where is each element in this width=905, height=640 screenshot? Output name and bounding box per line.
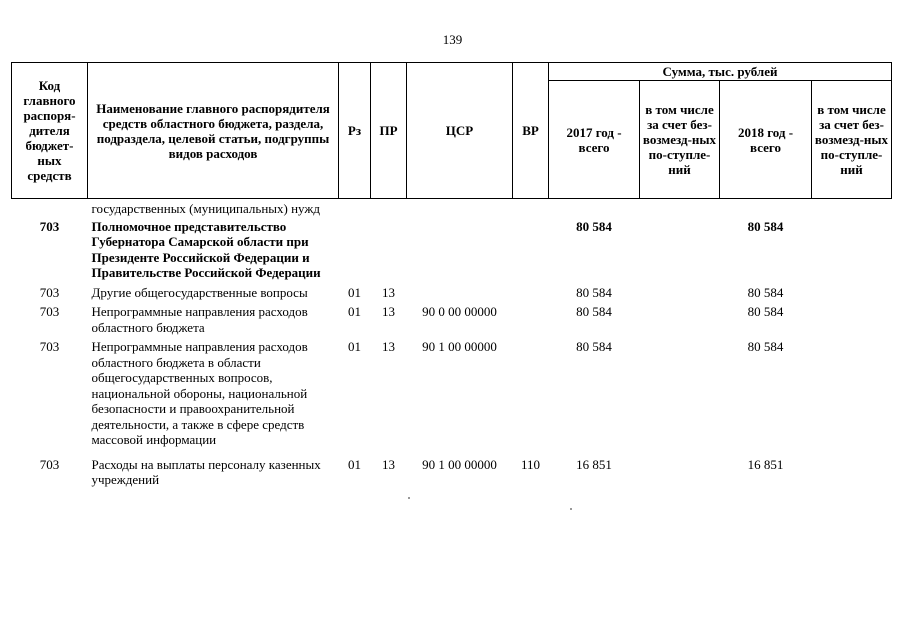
row-pr: 13 bbox=[382, 304, 395, 319]
row-2018-total: 80 584 bbox=[747, 284, 784, 300]
header-2017-free: в том числе за счет без-возмезд-ных по-ступле-ний bbox=[640, 81, 720, 199]
row-2017-total bbox=[549, 199, 640, 218]
row-2018-total: 80 584 bbox=[747, 304, 784, 319]
table-row bbox=[12, 199, 892, 218]
row-pr: 13 bbox=[382, 339, 395, 354]
row-2018-total: 80 584 bbox=[747, 218, 784, 234]
scan-speck bbox=[408, 497, 410, 499]
page-number: 139 bbox=[442, 32, 463, 47]
row-vr bbox=[513, 282, 549, 302]
row-2017-total: 16 851 bbox=[576, 456, 612, 472]
row-code: 703 bbox=[39, 284, 60, 300]
row-2017-free bbox=[640, 199, 720, 218]
header-2017-total: 2017 год - всего bbox=[549, 81, 640, 199]
row-rz: 01 bbox=[348, 339, 361, 354]
row-2017-total: 80 584 bbox=[576, 304, 612, 319]
row-rz bbox=[339, 199, 371, 218]
row-pr bbox=[371, 199, 407, 218]
row-rz: 01 bbox=[348, 456, 361, 472]
header-name: Наименование главного распорядителя средств областного бюджета, раздела, подраздела, целевой статьи, подгруппы видов расходов bbox=[88, 63, 339, 199]
row-vr: 110 bbox=[520, 456, 541, 472]
row-2017-total: 80 584 bbox=[576, 339, 612, 354]
row-2018-free bbox=[812, 199, 892, 218]
header-pr: ПР bbox=[371, 63, 407, 199]
header-csr: ЦСР bbox=[407, 63, 513, 199]
row-vr bbox=[513, 301, 549, 336]
table-row bbox=[12, 336, 892, 449]
row-pr: 13 bbox=[382, 456, 395, 472]
row-name: Непрограммные направления расходов областного бюджета в области общегосударственных вопросов, национальной обороны, национальной безопасности и правоохранительной деятельности, а также в сфере средств массовой информации bbox=[91, 339, 308, 447]
row-pr: 13 bbox=[382, 284, 395, 300]
row-code: 703 bbox=[39, 339, 60, 354]
row-name: Расходы на выплаты персоналу казенных учреждений bbox=[91, 456, 321, 487]
row-2018-total: 80 584 bbox=[747, 339, 784, 354]
row-csr bbox=[407, 282, 513, 302]
row-2018-free bbox=[812, 301, 892, 336]
header-sum-group: Сумма, тыс. рублей bbox=[549, 63, 892, 81]
row-2018-total bbox=[720, 199, 812, 218]
row-2018-total: 16 851 bbox=[747, 456, 784, 472]
row-code: 703 bbox=[39, 304, 60, 319]
header-2018-total: 2018 год - всего bbox=[720, 81, 812, 199]
row-2017-free bbox=[640, 449, 720, 489]
row-name: Полномочное представительство Губернатора Самарской области при Президенте Российской Федерации и Правительстве Российской Федерации bbox=[91, 218, 321, 280]
table-row bbox=[12, 301, 892, 336]
row-name: Непрограммные направления расходов областного бюджета bbox=[91, 304, 308, 335]
row-csr: 90 0 00 00000 bbox=[422, 304, 497, 319]
row-2018-free bbox=[812, 282, 892, 302]
row-2018-free bbox=[812, 336, 892, 449]
row-name: Другие общегосударственные вопросы bbox=[91, 284, 308, 300]
scan-speck bbox=[570, 508, 572, 510]
row-2018-free bbox=[812, 449, 892, 489]
row-code bbox=[12, 199, 88, 218]
row-2017-free bbox=[640, 301, 720, 336]
row-2018-free bbox=[812, 218, 892, 282]
row-rz bbox=[339, 218, 371, 282]
header-rz: Рз bbox=[339, 63, 371, 199]
row-csr bbox=[407, 218, 513, 282]
row-code: 703 bbox=[39, 218, 60, 234]
table-row bbox=[12, 282, 892, 302]
row-code: 703 bbox=[39, 456, 60, 472]
row-csr: 90 1 00 00000 bbox=[422, 339, 497, 354]
row-2017-free bbox=[640, 336, 720, 449]
header-vr: ВР bbox=[513, 63, 549, 199]
header-2018-free: в том числе за счет без-возмезд-ных по-ступле-ний bbox=[812, 81, 892, 199]
row-pr bbox=[371, 218, 407, 282]
row-rz: 01 bbox=[348, 304, 361, 319]
row-2017-total: 80 584 bbox=[576, 284, 612, 300]
budget-table bbox=[11, 62, 892, 489]
row-2017-free bbox=[640, 282, 720, 302]
row-2017-total: 80 584 bbox=[576, 218, 612, 234]
row-rz: 01 bbox=[348, 284, 361, 300]
row-csr: 90 1 00 00000 bbox=[422, 456, 497, 472]
row-vr bbox=[513, 199, 549, 218]
header-code: Код главного распоря-дителя бюджет-ных средств bbox=[12, 63, 88, 199]
row-2017-free bbox=[640, 218, 720, 282]
row-name: государственных (муниципальных) нужд bbox=[91, 201, 320, 216]
row-vr bbox=[513, 218, 549, 282]
table-row bbox=[12, 449, 892, 489]
row-vr bbox=[513, 336, 549, 449]
table-row bbox=[12, 218, 892, 282]
row-csr bbox=[407, 199, 513, 218]
